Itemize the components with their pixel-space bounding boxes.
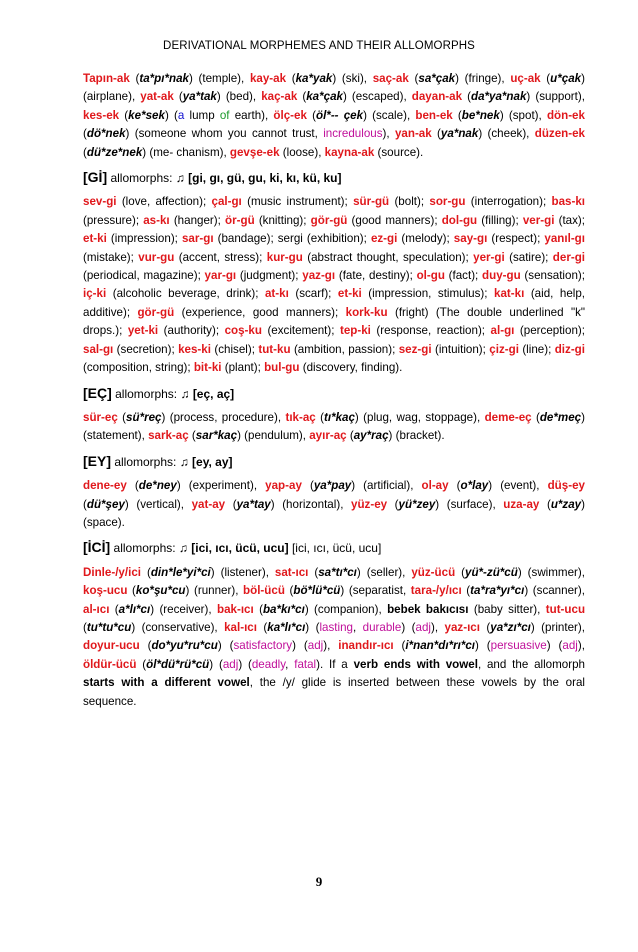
section-heading-ec: [EÇ] allomorphs: ♫ [eç, aç] bbox=[83, 384, 235, 401]
section-heading-ici: [İCİ] allomorphs: ♫ [ici, ıcı, ücü, ucu] [ici, ıcı, ücü, ucu] bbox=[83, 539, 382, 556]
paragraph-gi-examples: sev-gi (love, affection); çal-gı (music instrument); sür-gü (bolt); sor-gu (interrogation); bas-kı (pressure); as-kı (hanger); ör-gü (knitting); gör-gü (good manners); dol-gu (filling); ver-gi (tax); et-ki (impression); sar-gı (bandage); sergi (exhibition); ez-gi (melody); say-gı (respect); yanıl-gı (mistake); vur-gu (accent, stress); kur-gu (abstract thought, speculation); yer-gi (satire); der-gi (periodical, magazine); yar-gı (judgment); yaz-gı (fate, destiny); ol-gu (fact); duy-gu (sensation); iç-ki (alcoholic beverage, drink); at-kı (scarf); et-ki (impression, stimulus); kat-kı (aid, help, additive); gör-gü (experience, good manners); kork-ku (fright) (The double underlined "k" drops.); yet-ki (authority); coş-ku (excitement); tep-ki (response, reaction); al-gı (perception); sal-gı (secretion); kes-ki (chisel); tut-ku (ambition, passion); sez-gi (intuition); çiz-gi (line); diz-gi (composition, string); bit-ki (plant); bul-gu (discovery, finding). bbox=[83, 195, 586, 375]
section-heading-ey: [EY] allomorphs: ♫ [ey, ay] bbox=[83, 452, 233, 469]
running-header: DERIVATIONAL MORPHEMES AND THEIR ALLOMORPHS bbox=[163, 40, 475, 52]
paragraph-ec-examples: sür-eç (sü*reç) (process, procedure), tık-aç (tı*kaç) (plug, wag, stoppage), deme-eç (de*meç) (statement), sark-aç (sar*kaç) (pendulum), ayır-aç (ay*raç) (bracket). bbox=[83, 410, 585, 443]
section-heading-gi: [Gİ] allomorphs: ♫ [gi, gı, gü, gu, ki, kı, kü, ku] bbox=[83, 169, 342, 186]
paragraph-ici-examples: Dinle-/y/ici (din*le*yi*ci) (listener), sat-ıcı (sa*tı*cı) (seller), yüz-ücü (yü*-zü*cü) (swimmer), koş-ucu (ko*şu*cu) (runner), böl-ücü (bö*lü*cü) (separatist, tara-/y/ıcı (ta*ra*yı*cı) (scanner), al-ıcı (a*lı*cı) (receiver), bak-ıcı (ba*kı*cı) (companion), bebek bakıcısı (baby sitter), tut-ucu (tu*tu*cu) (conservative), kal-ıcı (ka*lı*cı) (lasting, durable) (adj), yaz-ıcı (ya*zı*cı) (printer), doyur-ucu (do*yu*ru*cu) (satisfactory) (adj), inandır-ıcı (i*nan*dı*rı*cı) (persuasive) (adj), öldür-ücü (öl*dü*rü*cü) (adj) (deadly, fatal). If a verb ends with vowel, and the allomorph starts with a different vowel, the /y/ glide is inserted between these vowels by the oral sequence. bbox=[83, 565, 586, 708]
paragraph-ey-examples: dene-ey (de*ney) (experiment), yap-ay (ya*pay) (artificial), ol-ay (o*lay) (event), düş-ey (dü*şey) (vertical), yat-ay (ya*tay) (horizontal), yüz-ey (yü*zey) (surface), uza-ay (u*zay) (space). bbox=[83, 479, 585, 529]
paragraph-ak-examples: Tapın-ak (ta*pı*nak) (temple), kay-ak (ka*yak) (ski), saç-ak (sa*çak) (fringe), uç-ak (u*çak) (airplane), yat-ak (ya*tak) (bed), kaç-ak (ka*çak) (escaped), dayan-ak (da*ya*nak) (support), kes-ek (ke*sek) (a lump of earth), ölç-ek (öl*-- çek) (scale), ben-ek (be*nek) (spot), dön-ek (dö*nek) (someone whom you cannot trust, incredulous), yan-ak (ya*nak) (cheek), düzen-ek (dü*ze*nek) (me- chanism), gevşe-ek (loose), kayna-ak (source). bbox=[83, 72, 585, 159]
page-number: 9 bbox=[315, 874, 323, 889]
page-body bbox=[83, 70, 585, 717]
